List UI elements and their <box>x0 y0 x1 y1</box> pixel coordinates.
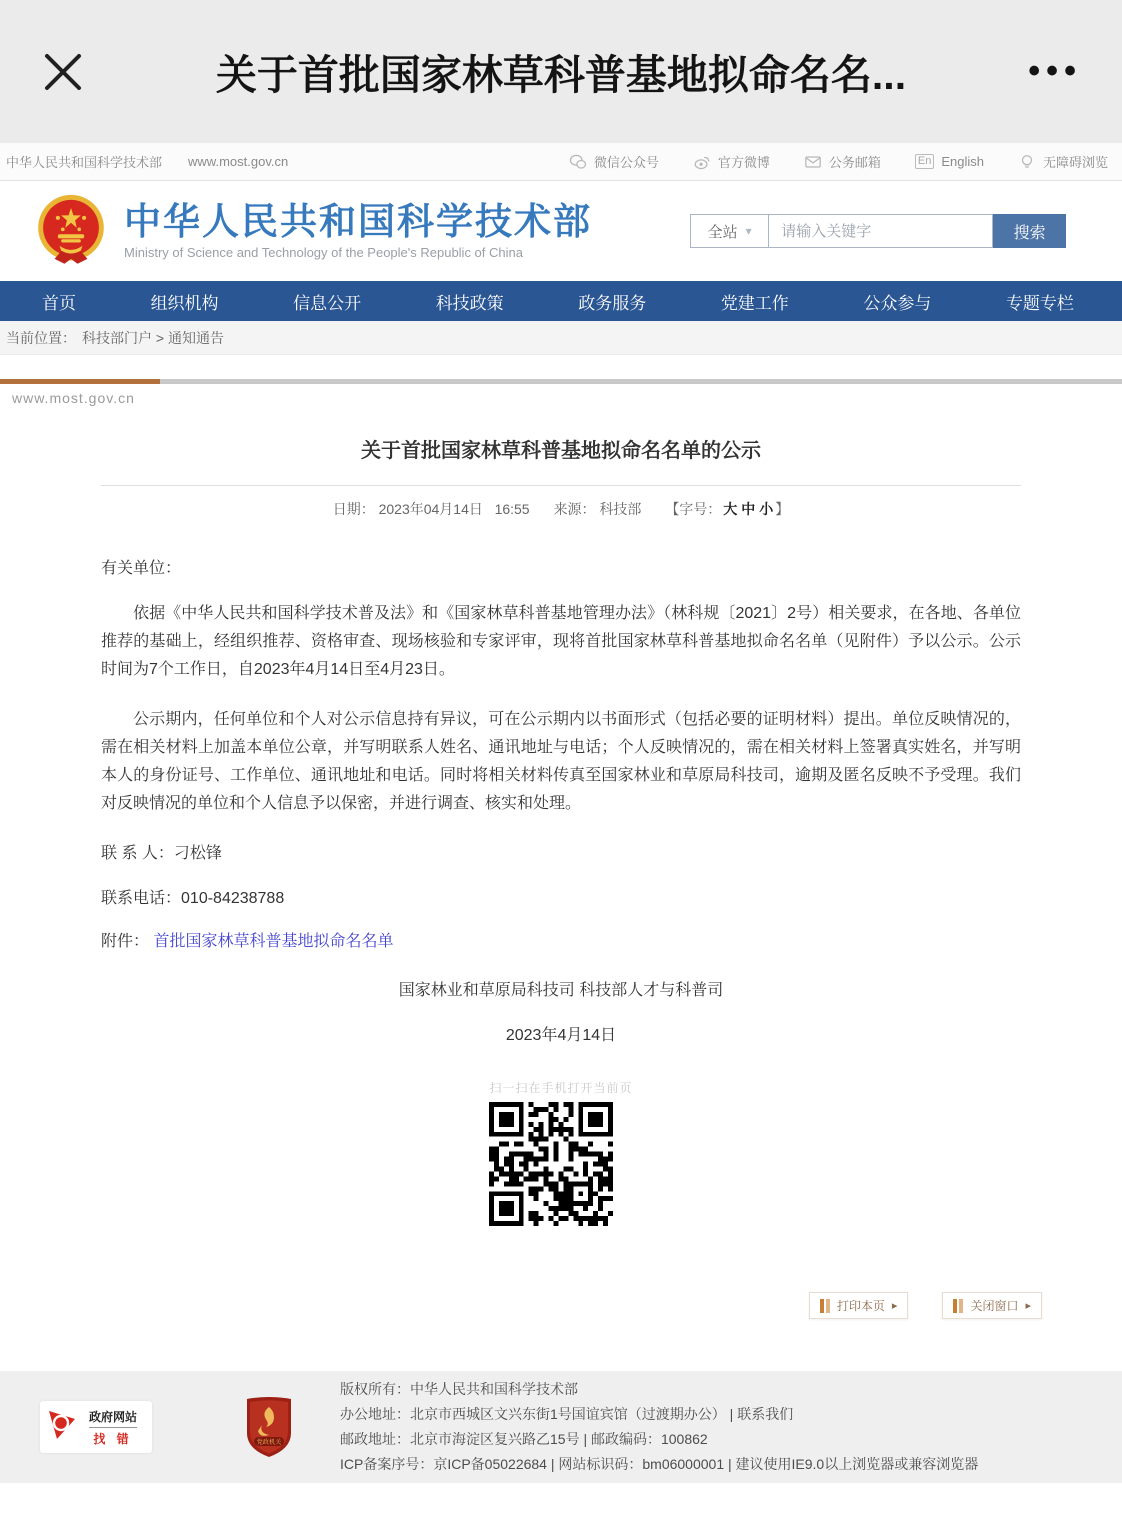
arrow-right-icon: ▸ <box>891 1300 898 1312</box>
nav-item-organization[interactable]: 组织机构 <box>150 293 219 313</box>
chevron-down-icon: ▾ <box>745 224 752 238</box>
close-icon[interactable] <box>40 49 86 95</box>
utility-bar <box>0 143 1122 181</box>
fontsize-medium[interactable]: 中 <box>741 501 756 517</box>
contact-phone: 010-84238788 <box>181 890 285 907</box>
attachment-label: 附件： <box>101 933 150 950</box>
title-separator <box>101 485 1021 486</box>
fontsize-large[interactable]: 大 <box>723 501 738 517</box>
signature-date: 2023年4月14日 <box>505 1027 617 1044</box>
fontsize-prefix: 【字号： <box>665 501 722 517</box>
section-divider <box>0 379 1122 384</box>
en-icon: En <box>915 154 934 169</box>
error-report-icon <box>45 1407 85 1447</box>
wechat-icon <box>569 153 587 171</box>
svg-text:党政机关: 党政机关 <box>256 1439 282 1446</box>
lightbulb-icon <box>1018 153 1036 171</box>
fontsize-small[interactable]: 小 <box>759 501 774 517</box>
footer-postal-address: 邮政地址：北京市海淀区复兴路乙15号 | 邮政编码：100862 <box>340 1431 708 1447</box>
nav-item-public-participation[interactable]: 公众参与 <box>863 293 932 313</box>
attachment-row <box>101 928 1021 951</box>
close-window-icon <box>953 1299 963 1313</box>
footer-copyright: 版权所有：中华人民共和国科学技术部 <box>340 1381 578 1397</box>
arrow-right-icon: ▸ <box>1025 1300 1031 1312</box>
divider-accent <box>0 379 160 384</box>
national-emblem-logo <box>30 190 112 272</box>
site-name: 中华人民共和国科学技术部 <box>6 155 163 170</box>
breadcrumb <box>0 321 1122 355</box>
ministry-title-en: Ministry of Science and Technology of the People's Republic of China <box>124 245 523 260</box>
main-nav <box>0 281 1122 321</box>
paragraph-1: 依据《中华人民共和国科学技术普及法》和《国家林草科普基地管理办法》（林科规〔2021〕2号）相关要求，在各地、各单位推荐的基础上，经组织推荐、资格审查、现场核验和专家评审，现将首批国家林草科普基地拟命名名单（见附件）予以公示。公示时间为7个工作日，自2023年4月14日至4月23日。 <box>101 605 1021 678</box>
footer-icp: ICP备案序号：京ICP备05022684 | 网站标识码：bm06000001 | 建议使用IE9.0以上浏览器或兼容浏览器 <box>340 1456 979 1472</box>
close-window-button[interactable]: 关闭窗口 ▸ <box>942 1292 1042 1319</box>
accessibility-link[interactable]: 无障碍浏览 <box>1018 152 1108 171</box>
article-title: 关于首批国家林草科普基地拟命名名单的公示 <box>361 440 761 462</box>
contact-phone-row: 联系电话：010-84238788 <box>101 890 285 907</box>
date-label: 日期： <box>332 501 375 517</box>
contact-name: 刁松锋 <box>173 845 222 862</box>
search-scope-select[interactable]: 全站 ▾ <box>690 214 768 248</box>
salutation: 有关单位： <box>101 560 182 577</box>
site-url: www.most.gov.cn <box>188 154 289 169</box>
wechat-link[interactable]: 微信公众号 <box>569 152 659 171</box>
signature: 国家林业和草原局科技司 科技部人才与科普司 <box>398 982 724 999</box>
nav-item-party-building[interactable]: 党建工作 <box>720 293 789 313</box>
nav-item-gov-services[interactable]: 政务服务 <box>578 293 647 313</box>
paragraph-2: 公示期内，任何单位和个人对公示信息持有异议，可在公示期内以书面形式（包括必要的证明材料）提出。单位反映情况的，需在相关材料上加盖本单位公章，并写明联系人姓名、通讯地址与电话；个人反映情况的，需在相关材料上签署真实姓名，并写明本人的身份证号、工作单位、通讯地址和电话。同时将相关材料传真至国家林业和草原局科技司，逾期及匿名反映不予受理。我们对反映情况的单位和个人信息予以保密，并进行调查、核实和处理。 <box>101 711 1021 812</box>
source-label: 来源： <box>553 501 596 517</box>
site-header <box>0 181 1122 281</box>
search-input[interactable] <box>768 214 993 248</box>
search-button[interactable]: 搜索 <box>993 214 1066 248</box>
mail-link[interactable]: 公务邮箱 <box>804 152 881 171</box>
publish-time: 16:55 <box>494 501 530 517</box>
article-actions <box>0 1292 1122 1319</box>
party-gov-emblem <box>244 1395 294 1459</box>
wechat-title-bar <box>0 0 1122 143</box>
qr-section <box>101 1079 1021 1226</box>
watermark-url: www.most.gov.cn <box>12 390 135 406</box>
publish-date: 2023年04月14日 <box>378 501 483 517</box>
article <box>101 434 1021 1226</box>
divider-rest <box>160 379 1122 384</box>
ministry-title-cn: 中华人民共和国科学技术部 <box>124 201 592 242</box>
footer-office-address: 办公地址：北京市西城区文兴东街1号国谊宾馆（过渡期办公） | 联系我们 <box>340 1406 794 1422</box>
mail-icon <box>804 153 822 171</box>
contact-name-row: 联 系 人：刁松锋 <box>101 845 222 862</box>
english-link[interactable]: En English <box>915 154 984 169</box>
qr-caption: 扫一扫在手机打开当前页 <box>489 1081 633 1095</box>
attachment-link[interactable]: 首批国家林草科普基地拟命名名单 <box>153 933 394 950</box>
breadcrumb-label: 当前位置： <box>6 329 76 346</box>
article-meta <box>101 499 1021 519</box>
print-page-button[interactable]: 打印本页 ▸ <box>809 1292 909 1319</box>
fontsize-suffix: 】 <box>775 501 790 517</box>
nav-item-special-topics[interactable]: 专题专栏 <box>1005 293 1074 313</box>
nav-item-sci-tech-policy[interactable]: 科技政策 <box>435 293 504 313</box>
nav-item-home[interactable]: 首页 <box>42 293 76 313</box>
more-menu-icon[interactable]: ••• <box>1028 52 1082 90</box>
gov-site-error-report-badge[interactable]: 政府网站 找 错 <box>40 1401 152 1453</box>
weibo-icon <box>693 153 711 171</box>
footer-info <box>340 1377 978 1477</box>
search-box <box>690 214 1066 248</box>
weibo-link[interactable]: 官方微博 <box>693 152 770 171</box>
page-title: 关于首批国家林草科普基地拟命名名... <box>215 52 907 98</box>
qr-code <box>489 1102 613 1226</box>
breadcrumb-path[interactable]: 科技部门户 > 通知通告 <box>82 329 224 346</box>
source-value: 科技部 <box>599 501 642 517</box>
footer <box>0 1371 1122 1483</box>
nav-item-info-disclosure[interactable]: 信息公开 <box>293 293 362 313</box>
print-icon <box>820 1299 830 1313</box>
